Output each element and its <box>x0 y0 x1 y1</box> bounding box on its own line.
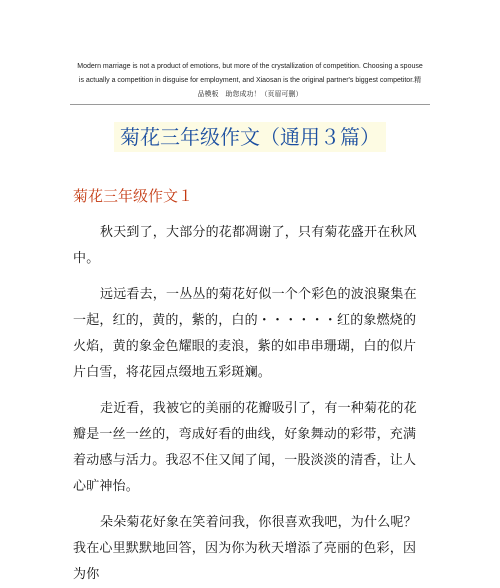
header-line-2: is actually a competition in disguise for employment, and Xiaosan is the original partner's biggest competitor.精 <box>78 77 422 84</box>
document-title <box>0 122 500 152</box>
paragraph: 朵朵菊花好象在笑着问我，你很喜欢我吧，为什么呢？我在心里默默地回答，因为你为秋天增添了亮丽的色彩，因为你 <box>73 515 417 582</box>
document-title-text: 菊花三年级作文（通用３篇） <box>114 122 386 152</box>
paragraph: 远远看去，一丛丛的菊花好似一个个彩色的波浪聚集在一起，红的，黄的，紫的，白的・・・・・・红的象燃烧的火焰，黄的象金色耀眼的麦浪，紫的如串串珊瑚，白的似片片白雪，将花园点缀地五彩斑斓。 <box>73 287 417 380</box>
header-line-1: Modern marriage is not a product of emotions, but more of the crystallization of competition. Choosing a spouse <box>77 63 423 70</box>
header-line-3: 品模板 助您成功！（页眉可删） <box>197 91 303 98</box>
essay-subheading: 菊花三年级作文１ <box>73 187 194 205</box>
paragraph: 走近看，我被它的美丽的花瓣吸引了，有一种菊花的花瓣是一丝一丝的，弯成好看的曲线，好象舞动的彩带，充满着动感与活力。我忍不住又闻了闻，一股淡淡的清香，让人心旷神怡。 <box>73 401 417 494</box>
paragraph: 秋天到了，大部分的花都凋谢了，只有菊花盛开在秋风中。 <box>73 225 417 266</box>
header-divider <box>70 104 430 105</box>
page-header <box>70 60 430 102</box>
